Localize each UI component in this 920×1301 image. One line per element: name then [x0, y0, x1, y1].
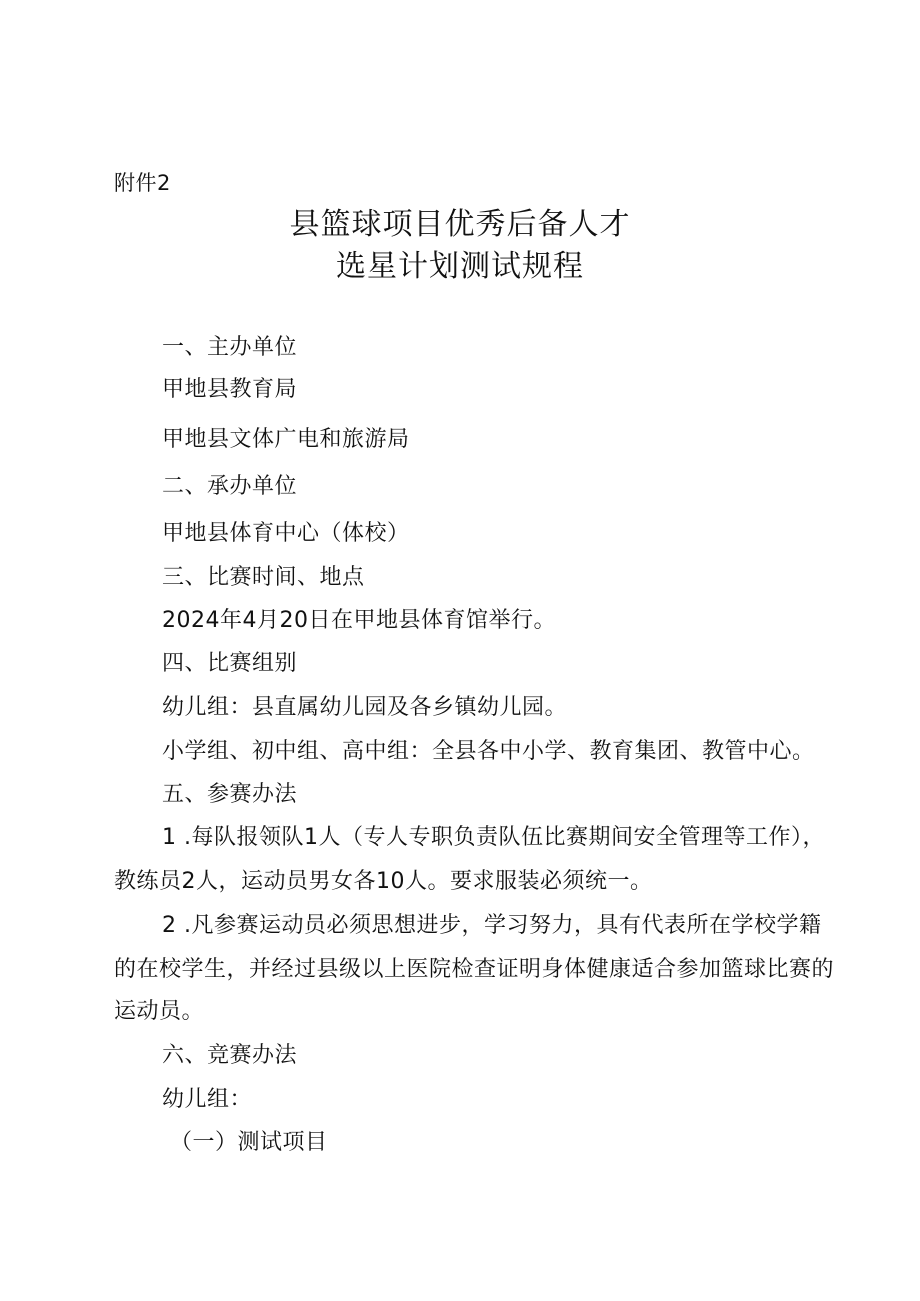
section-heading-competition: 六、竞赛办法: [162, 1043, 298, 1068]
participation-rule-2-line-2: 的在校学生，并经过县级以上医院检查证明身体健康适合参加篮球比赛的: [114, 957, 835, 982]
section-heading-time-place: 三、比赛时间、地点: [162, 565, 365, 590]
document-title-line-1: 县篮球项目优秀后备人才: [289, 207, 631, 242]
section-heading-participation: 五、参赛办法: [162, 782, 298, 807]
participation-rule-2-line-3: 运动员。: [114, 999, 205, 1024]
section-heading-host: 二、承办单位: [162, 474, 298, 499]
group-item: 幼儿组：县直属幼儿园及各乡镇幼儿园。: [162, 695, 568, 720]
section-heading-groups: 四、比赛组别: [162, 651, 298, 676]
document-title-line-2: 选星计划测试规程: [336, 249, 584, 284]
attachment-label: 附件2: [114, 171, 171, 195]
organizer-item: 甲地县教育局: [162, 377, 298, 402]
host-item: 甲地县体育中心（体校）: [162, 521, 410, 546]
competition-subheading: （一）测试项目: [170, 1130, 328, 1155]
group-item: 小学组、初中组、高中组：全县各中小学、教育集团、教管中心。: [162, 739, 815, 764]
organizer-item: 甲地县文体广电和旅游局: [162, 427, 410, 452]
participation-rule-2-line-1: 2 .凡参赛运动员必须思想进步，学习努力，具有代表所在学校学籍: [162, 913, 822, 938]
competition-group-label: 幼儿组：: [162, 1087, 253, 1112]
section-heading-organizer: 一、主办单位: [162, 335, 298, 360]
participation-rule-1-line-1: 1 .每队报领队1人（专人专职负责队伍比赛期间安全管理等工作），: [162, 825, 825, 850]
participation-rule-1-line-2: 教练员2人，运动员男女各10人。要求服装必须统一。: [114, 869, 653, 894]
time-place-item: 2024年4月20日在甲地县体育馆举行。: [162, 608, 556, 633]
